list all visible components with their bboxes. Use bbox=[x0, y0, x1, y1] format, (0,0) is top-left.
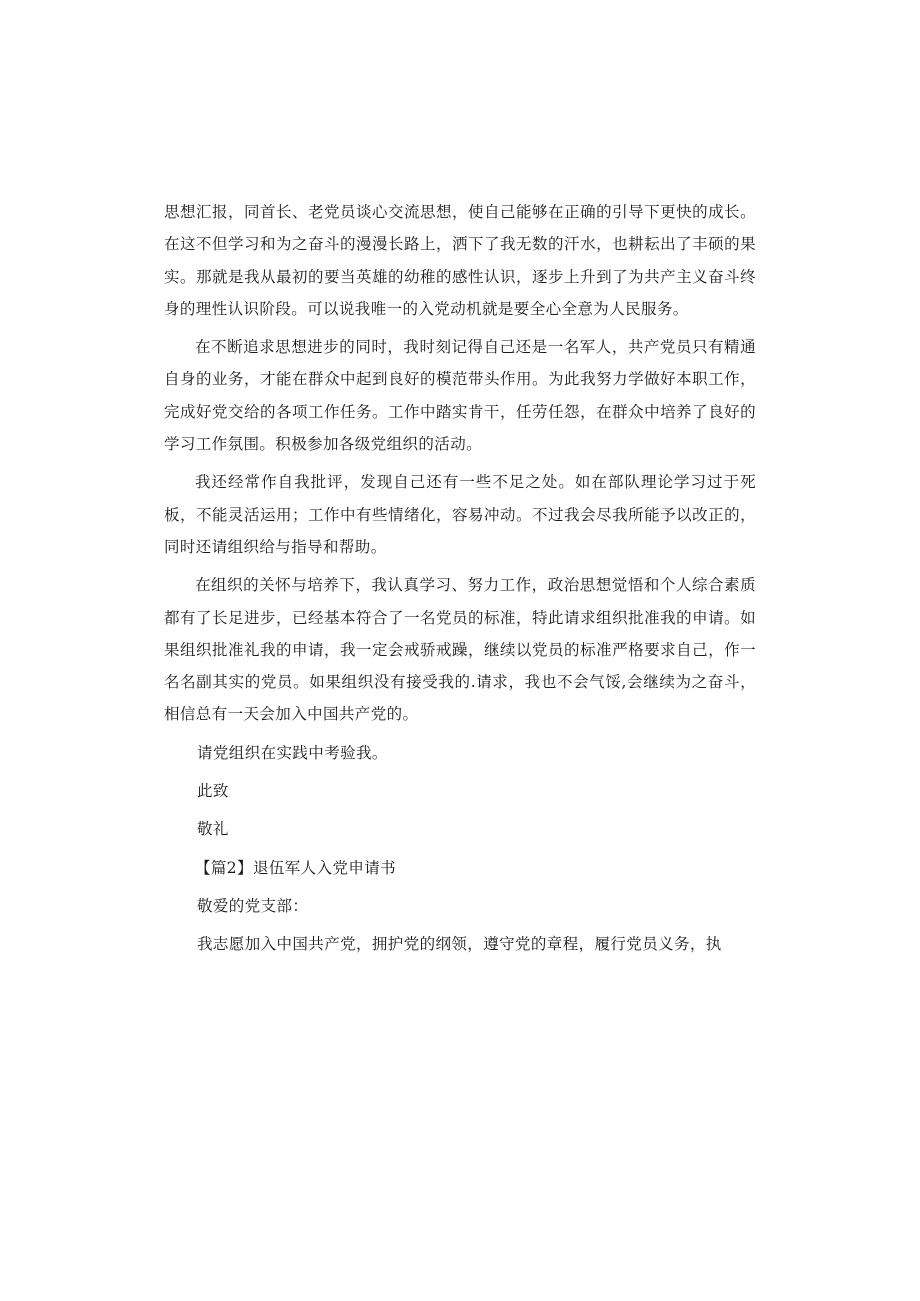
closing-request: 请党组织在实践中考验我。 bbox=[197, 743, 388, 762]
salutation-jingli: 敬礼 bbox=[197, 820, 229, 839]
document-page bbox=[164, 196, 756, 961]
section-title: 【篇2】退伍军人入党申请书 bbox=[195, 858, 397, 877]
paragraph-pledge-start: 我志愿加入中国共产党，拥护党的纲领，遵守党的章程，履行党员义务，执 bbox=[197, 935, 722, 954]
paragraph-work-performance: 在不断追求思想进步的同时，我时刻记得自己还是一名军人，共产党员只有精通自身的业务，才能在群众中起到良好的模范带头作用。为此我努力学做好本职工作，完成好党交给的各项工作任务。工作中踏实肯干，任劳任怨，在群众中培养了良好的学习工作氛围。积极参加各级党组织的活动。 bbox=[164, 338, 756, 454]
salutation-cizhi: 此致 bbox=[197, 782, 229, 801]
paragraph-self-criticism: 我还经常作自我批评，发现自己还有一些不足之处。如在部队理论学习过于死板，不能灵活运用；工作中有些情绪化，容易冲动。不过我会尽我所能予以改正的，同时还请组织给与指导和帮助。 bbox=[164, 473, 756, 556]
greeting: 敬爱的党支部： bbox=[197, 896, 309, 915]
paragraph-thought-report: 思想汇报，同首长、老党员谈心交流思想，使自己能够在正确的引导下更快的成长。在这不但学习和为之奋斗的漫漫长路上，洒下了我无数的汗水，也耕耘出了丰硕的果实。那就是我从最初的要当英雄的幼稚的感性认识，逐步上升到了为共产主义奋斗终身的理性认识阶段。可以说我唯一的入党动机就是要全心全意为人民服务。 bbox=[164, 203, 756, 318]
paragraph-application-request: 在组织的关怀与培养下，我认真学习、努力工作，政治思想觉悟和个人综合素质都有了长足进步，已经基本符合了一名党员的标准，特此请求组织批准我的申请。如果组织批准礼我的申请，我一定会戒骄戒躁，继续以党员的标准严格要求自己，作一名名副其实的党员。如果组织没有接受我的.请求，我也不会气馁,会继续为之奋斗，相信总有一天会加入中国共产党的。 bbox=[164, 576, 756, 724]
